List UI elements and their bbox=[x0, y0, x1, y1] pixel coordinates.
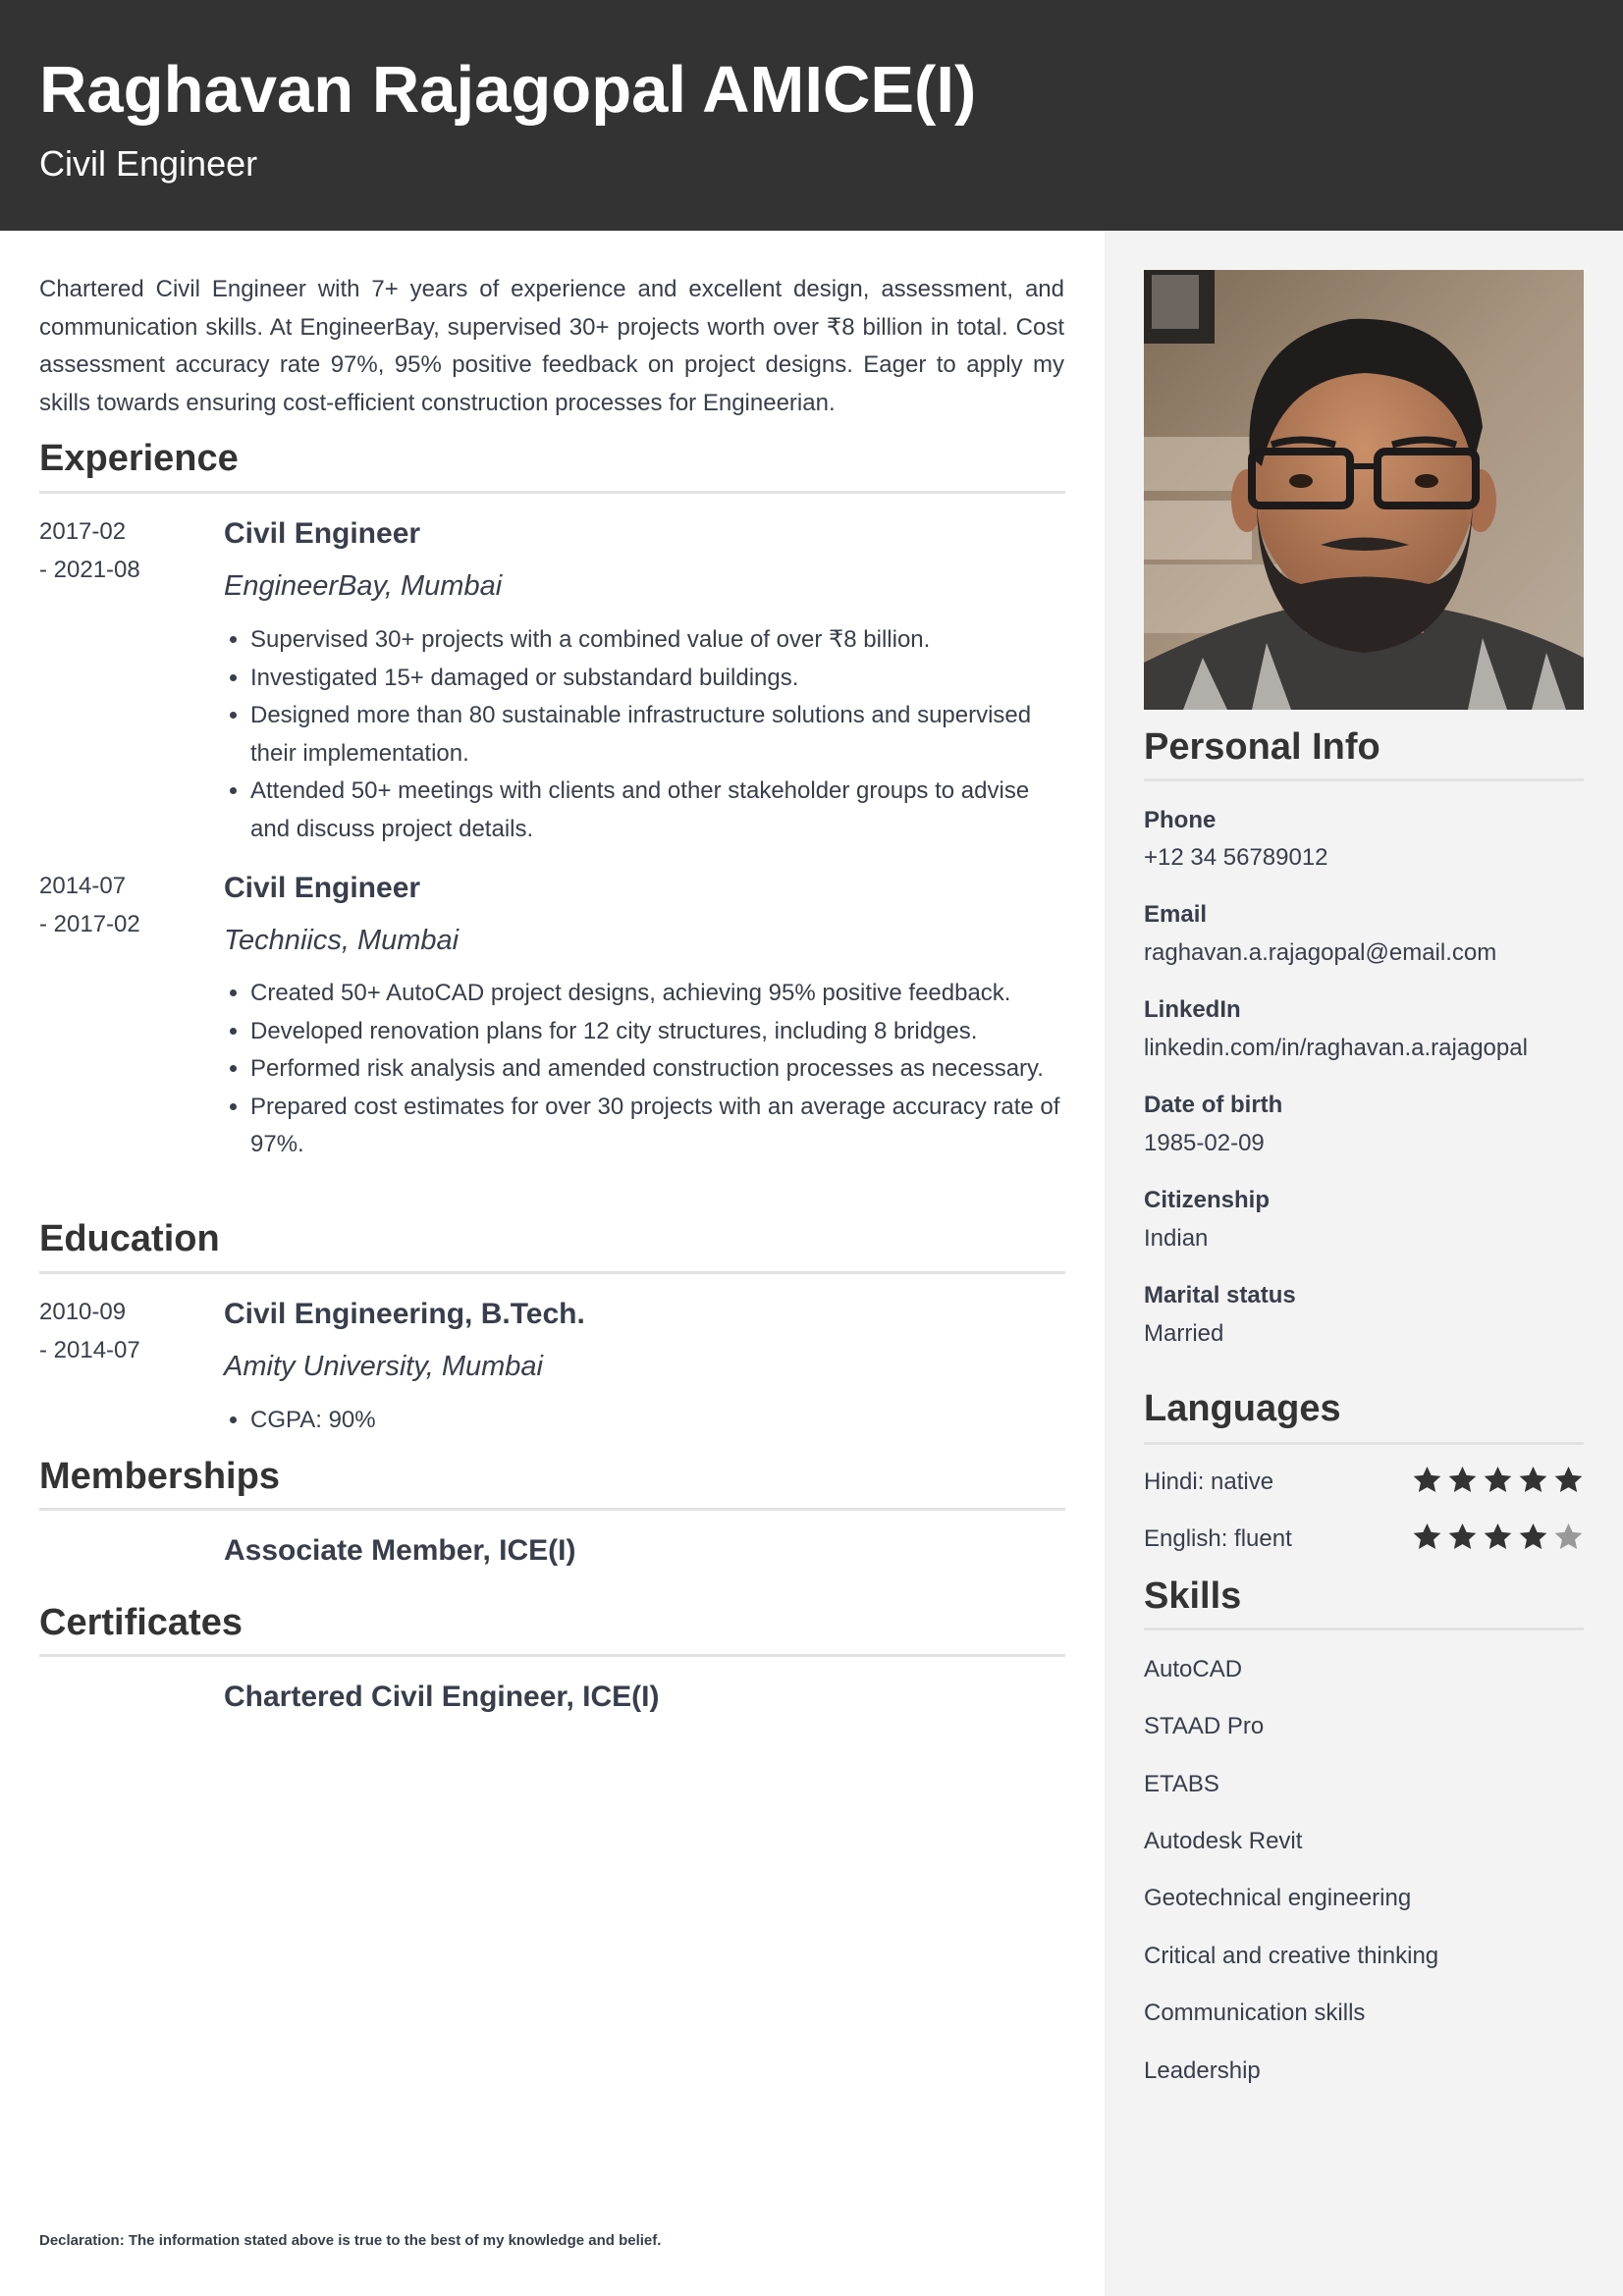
education-bullets bbox=[250, 1402, 1065, 1440]
date-start: 2014-07 bbox=[39, 873, 127, 899]
skill-item: AutoCAD bbox=[1144, 1656, 1243, 1682]
bullet-item: • Created 50+ AutoCAD project designs, achieving 95% positive feedback. bbox=[250, 975, 1065, 1013]
job-bullets bbox=[250, 975, 1065, 1164]
marital-status-label: Marital status bbox=[1144, 1282, 1296, 1308]
bullet-item: • Developed renovation plans for 12 city structures, including 8 bridges. bbox=[250, 1013, 1065, 1051]
citizenship-label: Citizenship bbox=[1144, 1187, 1271, 1213]
job-company: Techniics, Mumbai bbox=[224, 925, 460, 956]
job-title: Civil Engineer bbox=[224, 872, 421, 904]
star-filled-icon bbox=[1412, 1465, 1442, 1495]
star-filled-icon bbox=[1483, 1465, 1513, 1495]
languages-heading: Languages bbox=[1144, 1388, 1341, 1429]
declaration: Declaration: The information stated above is true to the best of my knowledge and belief. bbox=[39, 2232, 662, 2249]
star-filled-icon bbox=[1483, 1522, 1513, 1552]
skill-item: Communication skills bbox=[1144, 2000, 1366, 2026]
job-bullets bbox=[250, 621, 1065, 849]
star-filled-icon bbox=[1412, 1522, 1442, 1552]
profile-summary: Chartered Civil Engineer with 7+ years of experience and excellent design, assessment, and communication skills. At EngineerBay, supervised 30+ projects worth over ₹8 billion in total. Cost assessment accuracy rate 97%, 95% positive feedback on project designs. Eager to apply my skills towards ensuring cost-efficient construction processes for Engineerian. bbox=[39, 276, 1064, 416]
bullet-item: • CGPA: 90% bbox=[250, 1402, 1065, 1440]
star-filled-icon bbox=[1447, 1522, 1478, 1552]
job-title: Civil Engineer bbox=[224, 517, 421, 550]
certificate-item: Chartered Civil Engineer, ICE(I) bbox=[224, 1681, 660, 1713]
experience-divider bbox=[39, 491, 1065, 494]
citizenship-value: Indian bbox=[1144, 1225, 1209, 1252]
bullet-item: • Investigated 15+ damaged or substandard buildings. bbox=[250, 660, 1065, 698]
linkedin-label: LinkedIn bbox=[1144, 996, 1241, 1023]
resume-header bbox=[0, 0, 1623, 231]
star-filled-icon bbox=[1518, 1465, 1548, 1495]
skill-item: Leadership bbox=[1144, 2057, 1261, 2084]
profile-photo bbox=[1144, 270, 1584, 710]
memberships-heading: Memberships bbox=[39, 1456, 280, 1497]
phone-label: Phone bbox=[1144, 807, 1217, 833]
bullet-item: • Prepared cost estimates for over 30 projects with an average accuracy rate of 97%. bbox=[250, 1089, 1065, 1164]
date-end: - 2014-07 bbox=[39, 1337, 140, 1363]
membership-item: Associate Member, ICE(I) bbox=[224, 1534, 576, 1567]
date-start: 2010-09 bbox=[39, 1299, 127, 1325]
personal-info-divider bbox=[1144, 778, 1584, 781]
skills-divider bbox=[1144, 1628, 1584, 1630]
language-label: English: fluent bbox=[1144, 1525, 1292, 1552]
star-empty-icon bbox=[1553, 1522, 1584, 1552]
language-label: Hindi: native bbox=[1144, 1468, 1274, 1495]
phone-value: +12 34 56789012 bbox=[1144, 844, 1328, 871]
linkedin-value: linkedin.com/in/raghavan.a.rajagopal bbox=[1144, 1035, 1528, 1061]
job-company: EngineerBay, Mumbai bbox=[224, 570, 503, 602]
certificates-divider bbox=[39, 1654, 1065, 1657]
candidate-name: Raghavan Rajagopal AMICE(I) bbox=[39, 53, 977, 127]
skill-item: Critical and creative thinking bbox=[1144, 1943, 1439, 1969]
dob-label: Date of birth bbox=[1144, 1092, 1283, 1118]
education-heading: Education bbox=[39, 1218, 220, 1259]
email-label: Email bbox=[1144, 901, 1208, 928]
person-photo-icon bbox=[1144, 270, 1584, 710]
language-item bbox=[1144, 1465, 1584, 1500]
language-rating bbox=[1412, 1522, 1584, 1552]
certificates-heading: Certificates bbox=[39, 1602, 243, 1643]
language-rating bbox=[1412, 1465, 1584, 1495]
marital-status-value: Married bbox=[1144, 1320, 1224, 1347]
star-filled-icon bbox=[1518, 1522, 1548, 1552]
personal-info-heading: Personal Info bbox=[1144, 726, 1380, 768]
bullet-item: • Attended 50+ meetings with clients and other stakeholder groups to advise and discuss project details. bbox=[250, 773, 1065, 848]
experience-heading: Experience bbox=[39, 438, 239, 479]
date-start: 2017-02 bbox=[39, 518, 127, 545]
date-end: - 2017-02 bbox=[39, 911, 140, 937]
languages-divider bbox=[1144, 1442, 1584, 1445]
skill-item: STAAD Pro bbox=[1144, 1713, 1265, 1739]
candidate-title: Civil Engineer bbox=[39, 143, 258, 184]
skills-heading: Skills bbox=[1144, 1575, 1242, 1617]
star-filled-icon bbox=[1447, 1465, 1478, 1495]
star-filled-icon bbox=[1553, 1465, 1584, 1495]
bullet-item: • Supervised 30+ projects with a combined value of over ₹8 billion. bbox=[250, 621, 1065, 660]
skill-item: Geotechnical engineering bbox=[1144, 1885, 1412, 1911]
bullet-item: • Designed more than 80 sustainable infrastructure solutions and supervised their implementation. bbox=[250, 697, 1065, 773]
date-end: - 2021-08 bbox=[39, 557, 140, 583]
skill-item: ETABS bbox=[1144, 1771, 1219, 1797]
degree-title: Civil Engineering, B.Tech. bbox=[224, 1298, 585, 1330]
memberships-divider bbox=[39, 1508, 1065, 1511]
bullet-item: • Performed risk analysis and amended construction processes as necessary. bbox=[250, 1050, 1065, 1089]
language-item bbox=[1144, 1522, 1584, 1557]
school-name: Amity University, Mumbai bbox=[224, 1351, 543, 1382]
email-value: raghavan.a.rajagopal@email.com bbox=[1144, 939, 1497, 966]
education-divider bbox=[39, 1271, 1065, 1274]
dob-value: 1985-02-09 bbox=[1144, 1130, 1265, 1156]
skill-item: Autodesk Revit bbox=[1144, 1828, 1303, 1854]
